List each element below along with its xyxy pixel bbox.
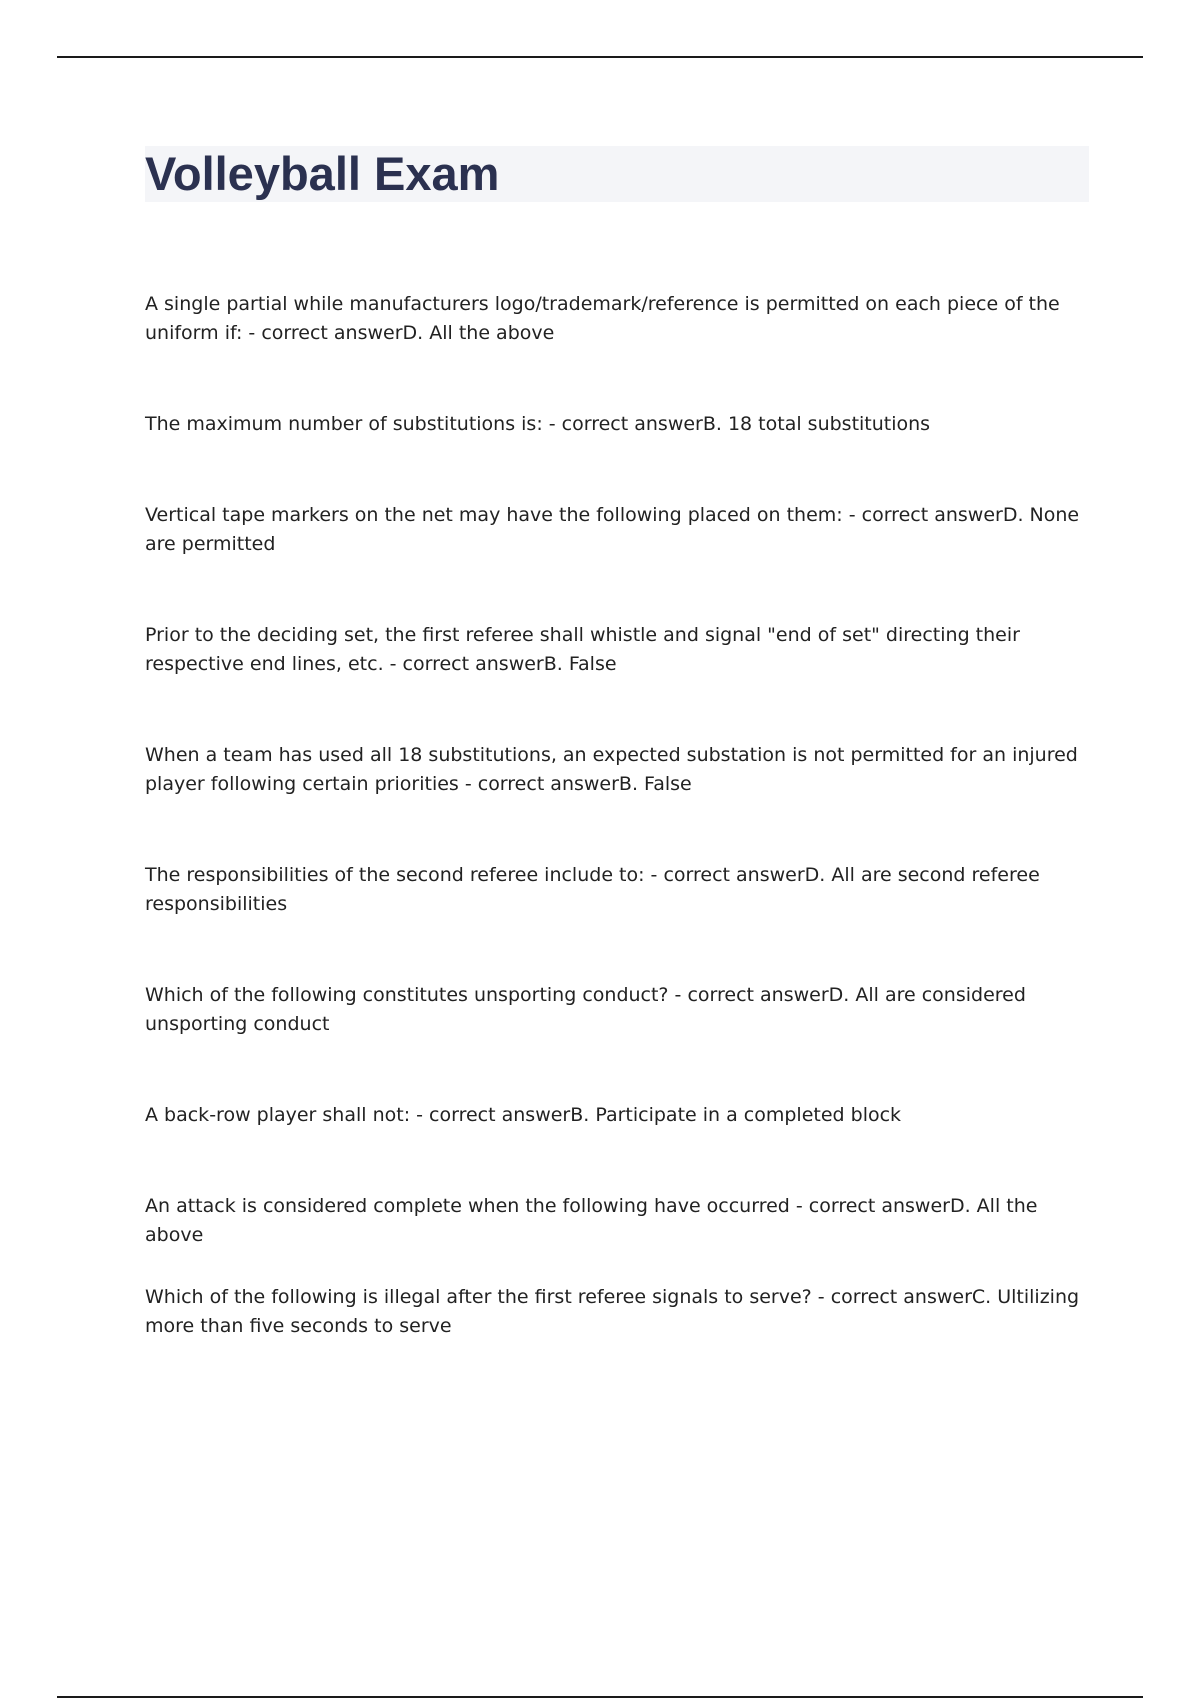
question-item: Vertical tape markers on the net may have the following placed on them: - correct answerD. None are permitted <box>145 504 1080 555</box>
question-item: An attack is considered complete when the following have occurred - correct answerD. All the above <box>145 1195 1038 1246</box>
question-item: The responsibilities of the second referee include to: - correct answerD. All are second referee responsibilities <box>145 864 1040 915</box>
bottom-rule <box>57 1696 1143 1698</box>
question-item: Prior to the deciding set, the first referee shall whistle and signal "end of set" directing their respective end lines, etc. - correct answerB. False <box>145 624 1020 675</box>
page-title: Volleyball Exam <box>145 147 500 200</box>
question-item: A single partial while manufacturers logo/trademark/reference is permitted on each piece of the uniform if: - correct answerD. All the above <box>145 293 1060 344</box>
question-item: When a team has used all 18 substitutions, an expected substation is not permitted for an injured player following certain priorities - correct answerB. False <box>145 744 1078 795</box>
question-item: Which of the following constitutes unsporting conduct? - correct answerD. All are considered unsporting conduct <box>145 984 1026 1035</box>
question-item: Which of the following is illegal after the first referee signals to serve? - correct answerC. Ultilizing more than five seconds to serve <box>145 1286 1080 1337</box>
question-item: A back-row player shall not: - correct answerB. Participate in a completed block <box>145 1104 902 1126</box>
top-rule <box>57 56 1143 58</box>
question-item: The maximum number of substitutions is: - correct answerB. 18 total substitutions <box>145 413 931 435</box>
